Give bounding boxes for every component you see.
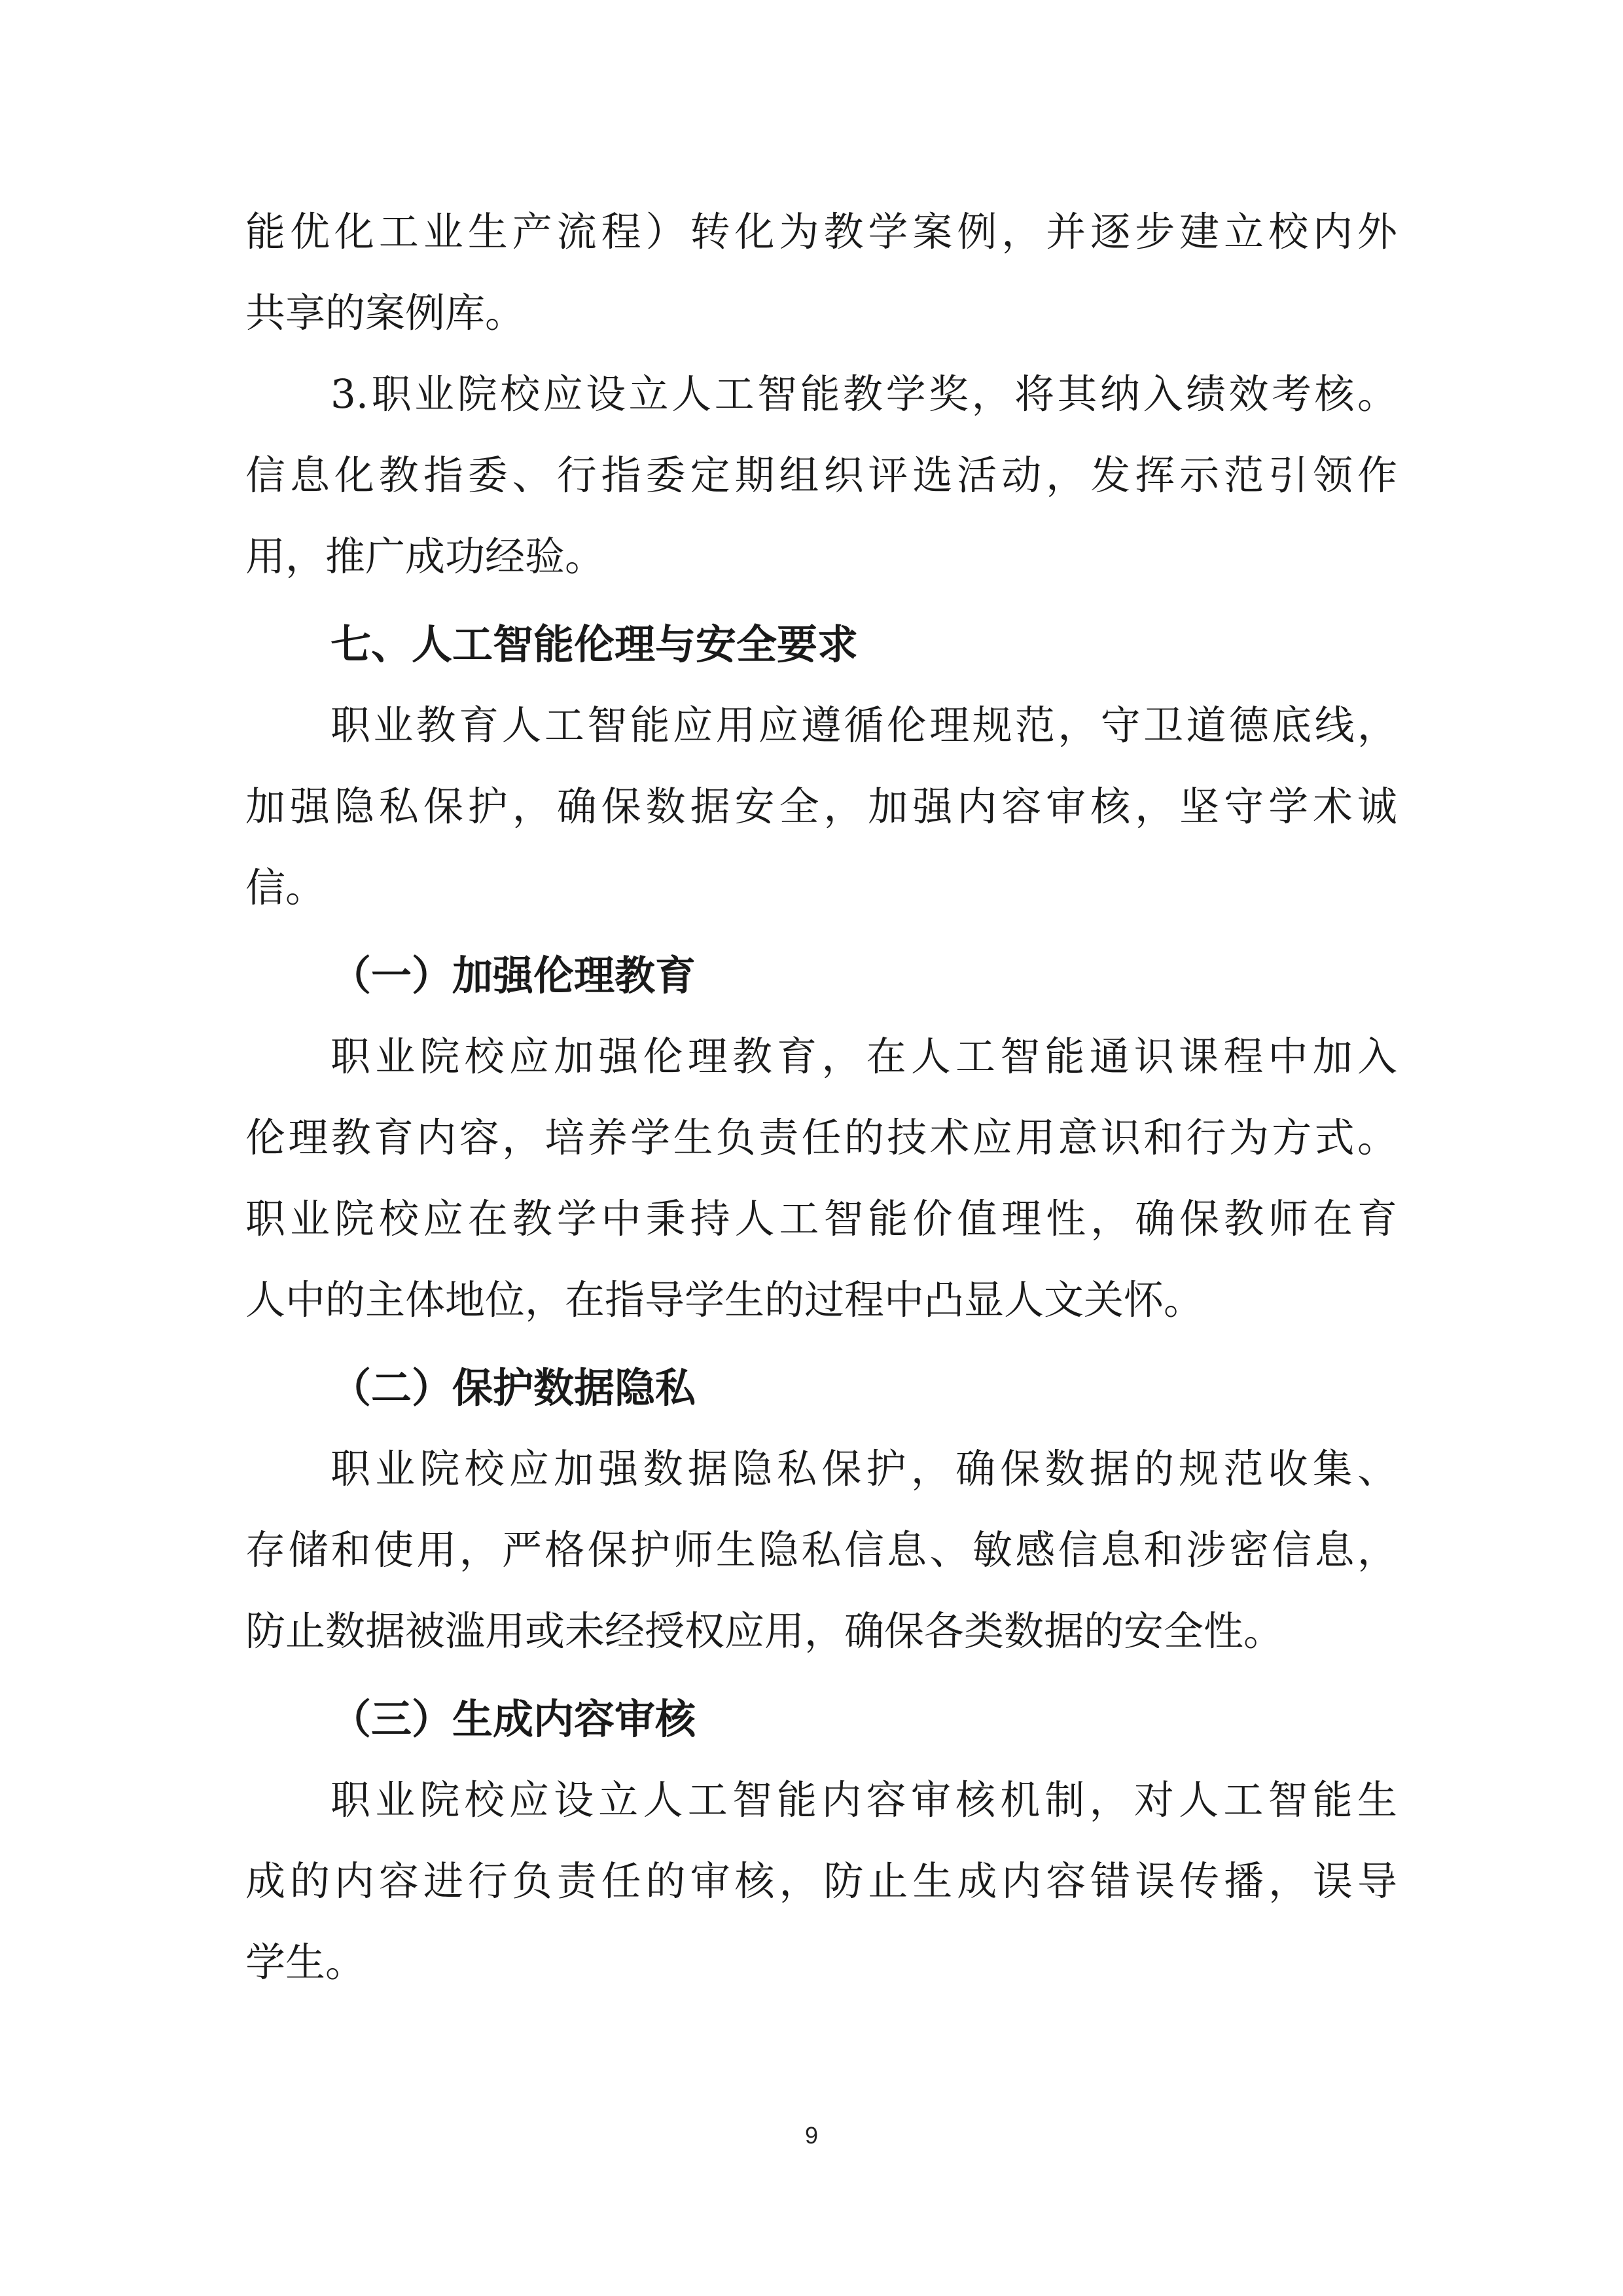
body-text-line: 加强隐私保护，确保数据安全，加强内容审核，坚守学术诚: [245, 783, 1397, 830]
list-item-text: 3.职业院校应设立人工智能教学奖，将其纳入绩效考核。: [330, 371, 1397, 418]
body-text-line: 伦理教育内容，培养学生负责任的技术应用意识和行为方式。: [245, 1115, 1397, 1161]
body-text-line: 职业院校应加强数据隐私保护，确保数据的规范收集、: [330, 1446, 1397, 1492]
body-text-line: 职业院校应加强伦理教育，在人工智能通识课程中加入: [330, 1033, 1397, 1080]
body-text-line: 人中的主体地位，在指导学生的过程中凸显人文关怀。: [245, 1277, 1204, 1323]
body-text-line: 职业院校应在教学中秉持人工智能价值理性，确保教师在育: [245, 1196, 1397, 1242]
subsection-heading: （二）保护数据隐私: [330, 1364, 696, 1412]
body-text-line: 职业院校应设立人工智能内容审核机制，对人工智能生: [330, 1777, 1397, 1823]
subsection-heading: （一）加强伦理教育: [330, 952, 696, 999]
body-text-line: 信。: [245, 865, 326, 911]
subsection-heading: （三）生成内容审核: [330, 1695, 696, 1743]
body-text-line: 共享的案例库。: [245, 290, 526, 336]
body-text-line: 信息化教指委、行指委定期组织评选活动，发挥示范引领作: [245, 452, 1397, 499]
body-text-line: 防止数据被滥用或未经授权应用，确保各类数据的安全性。: [245, 1608, 1284, 1655]
section-heading: 七、人工智能伦理与安全要求: [330, 620, 859, 668]
body-text-line: 学生。: [245, 1939, 366, 1986]
body-text-line: 存储和使用，严格保护师生隐私信息、敏感信息和涉密信息，: [245, 1527, 1397, 1573]
body-text-line: 职业教育人工智能应用应遵循伦理规范，守卫道德底线，: [330, 702, 1397, 749]
body-text-line: 用，推广成功经验。: [245, 533, 605, 580]
body-text-line: 能优化工业生产流程）转化为教学案例，并逐步建立校内外: [245, 209, 1397, 255]
body-text-line: 成的内容进行负责任的审核，防止生成内容错误传播，误导: [245, 1858, 1397, 1905]
page-number: 9: [804, 2122, 819, 2149]
